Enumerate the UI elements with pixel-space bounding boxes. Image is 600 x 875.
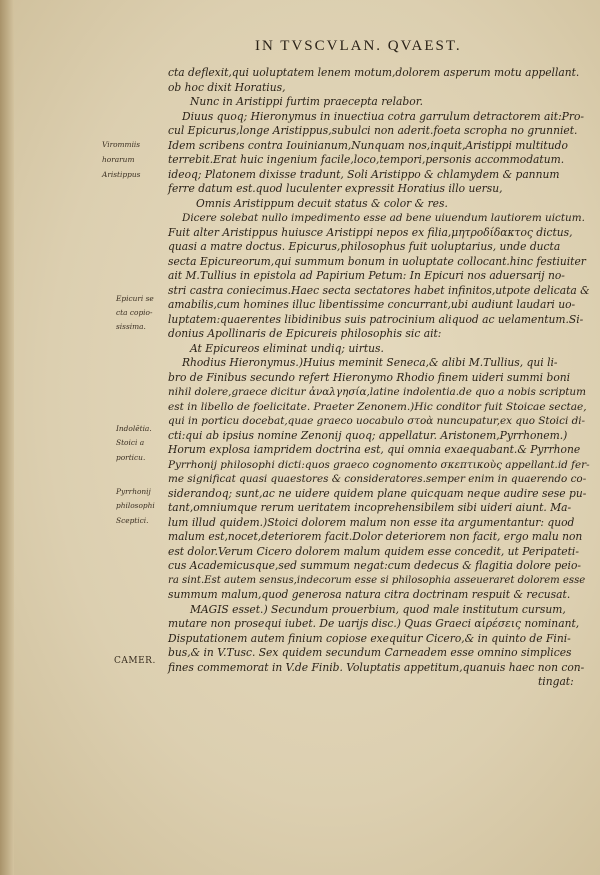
text-line: bus,& in V.Tusc. Sex quidem secundum Carneadem esse omnino simplices <box>168 646 572 659</box>
text-line: Pyrrhonij philosophi dicti:quos graeco cognomento σκεπτικοὺς appellant.id fer- <box>168 458 590 471</box>
text-line: secta Epicureorum,qui summum bonum in uoluptate collocant.hinc festiuiter <box>168 254 586 268</box>
margin-note: CAMER. <box>114 656 156 666</box>
margin-note: philosophi <box>116 501 155 510</box>
margin-note: Indolētia. <box>116 424 152 433</box>
margin-note: Epicuri se <box>116 294 154 303</box>
margin-note: Sceptici. <box>116 516 149 525</box>
text-line: est in libello de foelicitate. Praeter Zenonem.)Hic conditor fuit Stoicae sectae, <box>168 400 587 413</box>
text-line: ra sint.Est autem sensus,indecorum esse si philosophia asseueraret dolorem esse <box>168 574 586 586</box>
text-line: Horum explosa iampridem doctrina est, qui omnia exaequabant.& Pyrrhone <box>168 443 581 456</box>
text-line: Disputationem autem finium copiose exequitur Cicero,& in quinto de Fini- <box>168 631 571 645</box>
text-line: ideoq; Platonem dixisse tradunt, Soli Aristippo & chlamydem & pannum <box>168 167 560 181</box>
text-line: cti:qui ab ipsius nomine Zenonij quoq; appellatur. Aristonem,Pyrrhonem.) <box>168 428 568 442</box>
text-line: cul Epicurus,longe Aristippus,subulci non aderit.foeta scropha no grunniet. <box>168 124 578 137</box>
text-line: terrebit.Erat huic ingenium facile,loco,tempori,personis accommodatum. <box>168 153 565 166</box>
text-line: ait M.Tullius in epistola ad Papirium Petum: In Epicuri nos aduersarij no- <box>168 269 565 282</box>
text-line: qui in porticu docebat,quae graeco uocabulo στοὰ nuncupatur,ex quo Stoici di- <box>168 415 586 427</box>
text-line: quasi a matre doctus. Epicurus,philosophus fuit uoluptarius, unde ducta <box>168 240 561 253</box>
margin-note: Stoici a <box>116 438 145 447</box>
text-line: Rhodius Hieronymus.)Huius meminit Seneca,& alibi M.Tullius, qui li- <box>182 356 558 369</box>
text-line: donius Apollinaris de Epicureis philosophis sic ait: <box>168 327 442 340</box>
margin-note: Pyrrhonij <box>116 487 151 496</box>
text-line: tant,omniumque rerum ueritatem incoprehensibilem sibi uideri aiunt. Ma- <box>168 501 572 514</box>
text-line: me significat quasi quaestores & consideratores.semper enim in quaerendo co- <box>168 473 587 485</box>
running-header: IN TVSCVLAN. QVAEST. <box>255 38 462 54</box>
text-line: nihil dolere,graece dicitur ἀναλγησία,latine indolentia.de quo a nobis scriptum <box>168 386 586 398</box>
text-line: siderandoq; sunt,ac ne uidere quidem plane quicquam neque audire sese pu- <box>168 486 587 500</box>
text-line: fines commemorat in V.de Finib. Voluptatis appetitum,quanuis haec non con- <box>168 660 585 674</box>
text-line: At Epicureos eliminat undiq; uirtus. <box>190 341 384 355</box>
margin-note: porticu. <box>116 453 146 462</box>
text-line: MAGIS esset.) Secundum prouerbium, quod male institutum cursum, <box>190 602 566 616</box>
text-line: est dolor.Verum Cicero dolorem malum quidem esse concedit, ut Peripateti- <box>168 544 579 558</box>
text-line: Diuus quoq; Hieronymus in inuectiua cotra garrulum detractorem ait:Pro- <box>182 109 585 123</box>
text-line: cta deflexit,qui uoluptatem lenem motum,dolorem asperum motu appellant. <box>168 66 580 79</box>
margin-note: Virommiis <box>102 140 141 149</box>
text-line: Fuit alter Aristippus huiusce Aristippi nepos ex filia,μητροδίδακτος dictus, <box>168 225 573 239</box>
text-line: lum illud quidem.)Stoici dolorem malum non esse ita argumentantur: quod <box>168 515 575 529</box>
text-line: Omnis Aristippum decuit status & color & res. <box>196 196 448 210</box>
text-line: ferre datum est.quod luculenter expressit Horatius illo uersu, <box>168 182 503 195</box>
text-line: Nunc in Aristippi furtim praecepta relabor. <box>190 95 424 108</box>
margin-note: cta copio- <box>116 308 153 317</box>
margin-note: Aristippus <box>102 170 141 179</box>
main-text <box>168 66 590 690</box>
page-gutter <box>0 0 14 875</box>
text-line: malum est,nocet,deteriorem facit.Dolor deteriorem non facit, ergo malu non <box>168 530 583 543</box>
text-line: mutare non prosequi iubet. De uarijs disc.) Quas Graeci αἱρέσεις nominant, <box>168 617 580 630</box>
text-line: cus Academicusque,sed summum negat:cum dedecus & flagitia dolore peio- <box>168 559 581 572</box>
text-line: ob hoc dixit Horatius, <box>168 80 286 94</box>
text-line: amabilis,cum homines illuc libentissime concurrant,ubi audiunt laudari uo- <box>168 298 576 311</box>
text-line: stri castra coniecimus.Haec secta sectatores habet infinitos,utpote delicata & <box>168 283 590 297</box>
text-line: Idem scribens contra Iouinianum,Nunquam nos,inquit,Aristippi multitudo <box>168 138 568 152</box>
text-line: luptatem:quaerentes libidinibus suis patrocinium aliquod ac uelamentum.Si- <box>168 312 584 326</box>
text-line: tingat: <box>538 675 574 688</box>
text-line: summum malum,quod generosa natura citra doctrinam respuit & recusat. <box>168 588 571 601</box>
margin-note: horarum <box>102 155 135 164</box>
margin-note: sissima. <box>116 322 146 331</box>
text-line: bro de Finibus secundo refert Hieronymo Rhodio finem uideri summi boni <box>168 370 571 384</box>
text-line: Dicere solebat nullo impedimento esse ad bene uiuendum lautiorem uictum. <box>182 212 585 224</box>
